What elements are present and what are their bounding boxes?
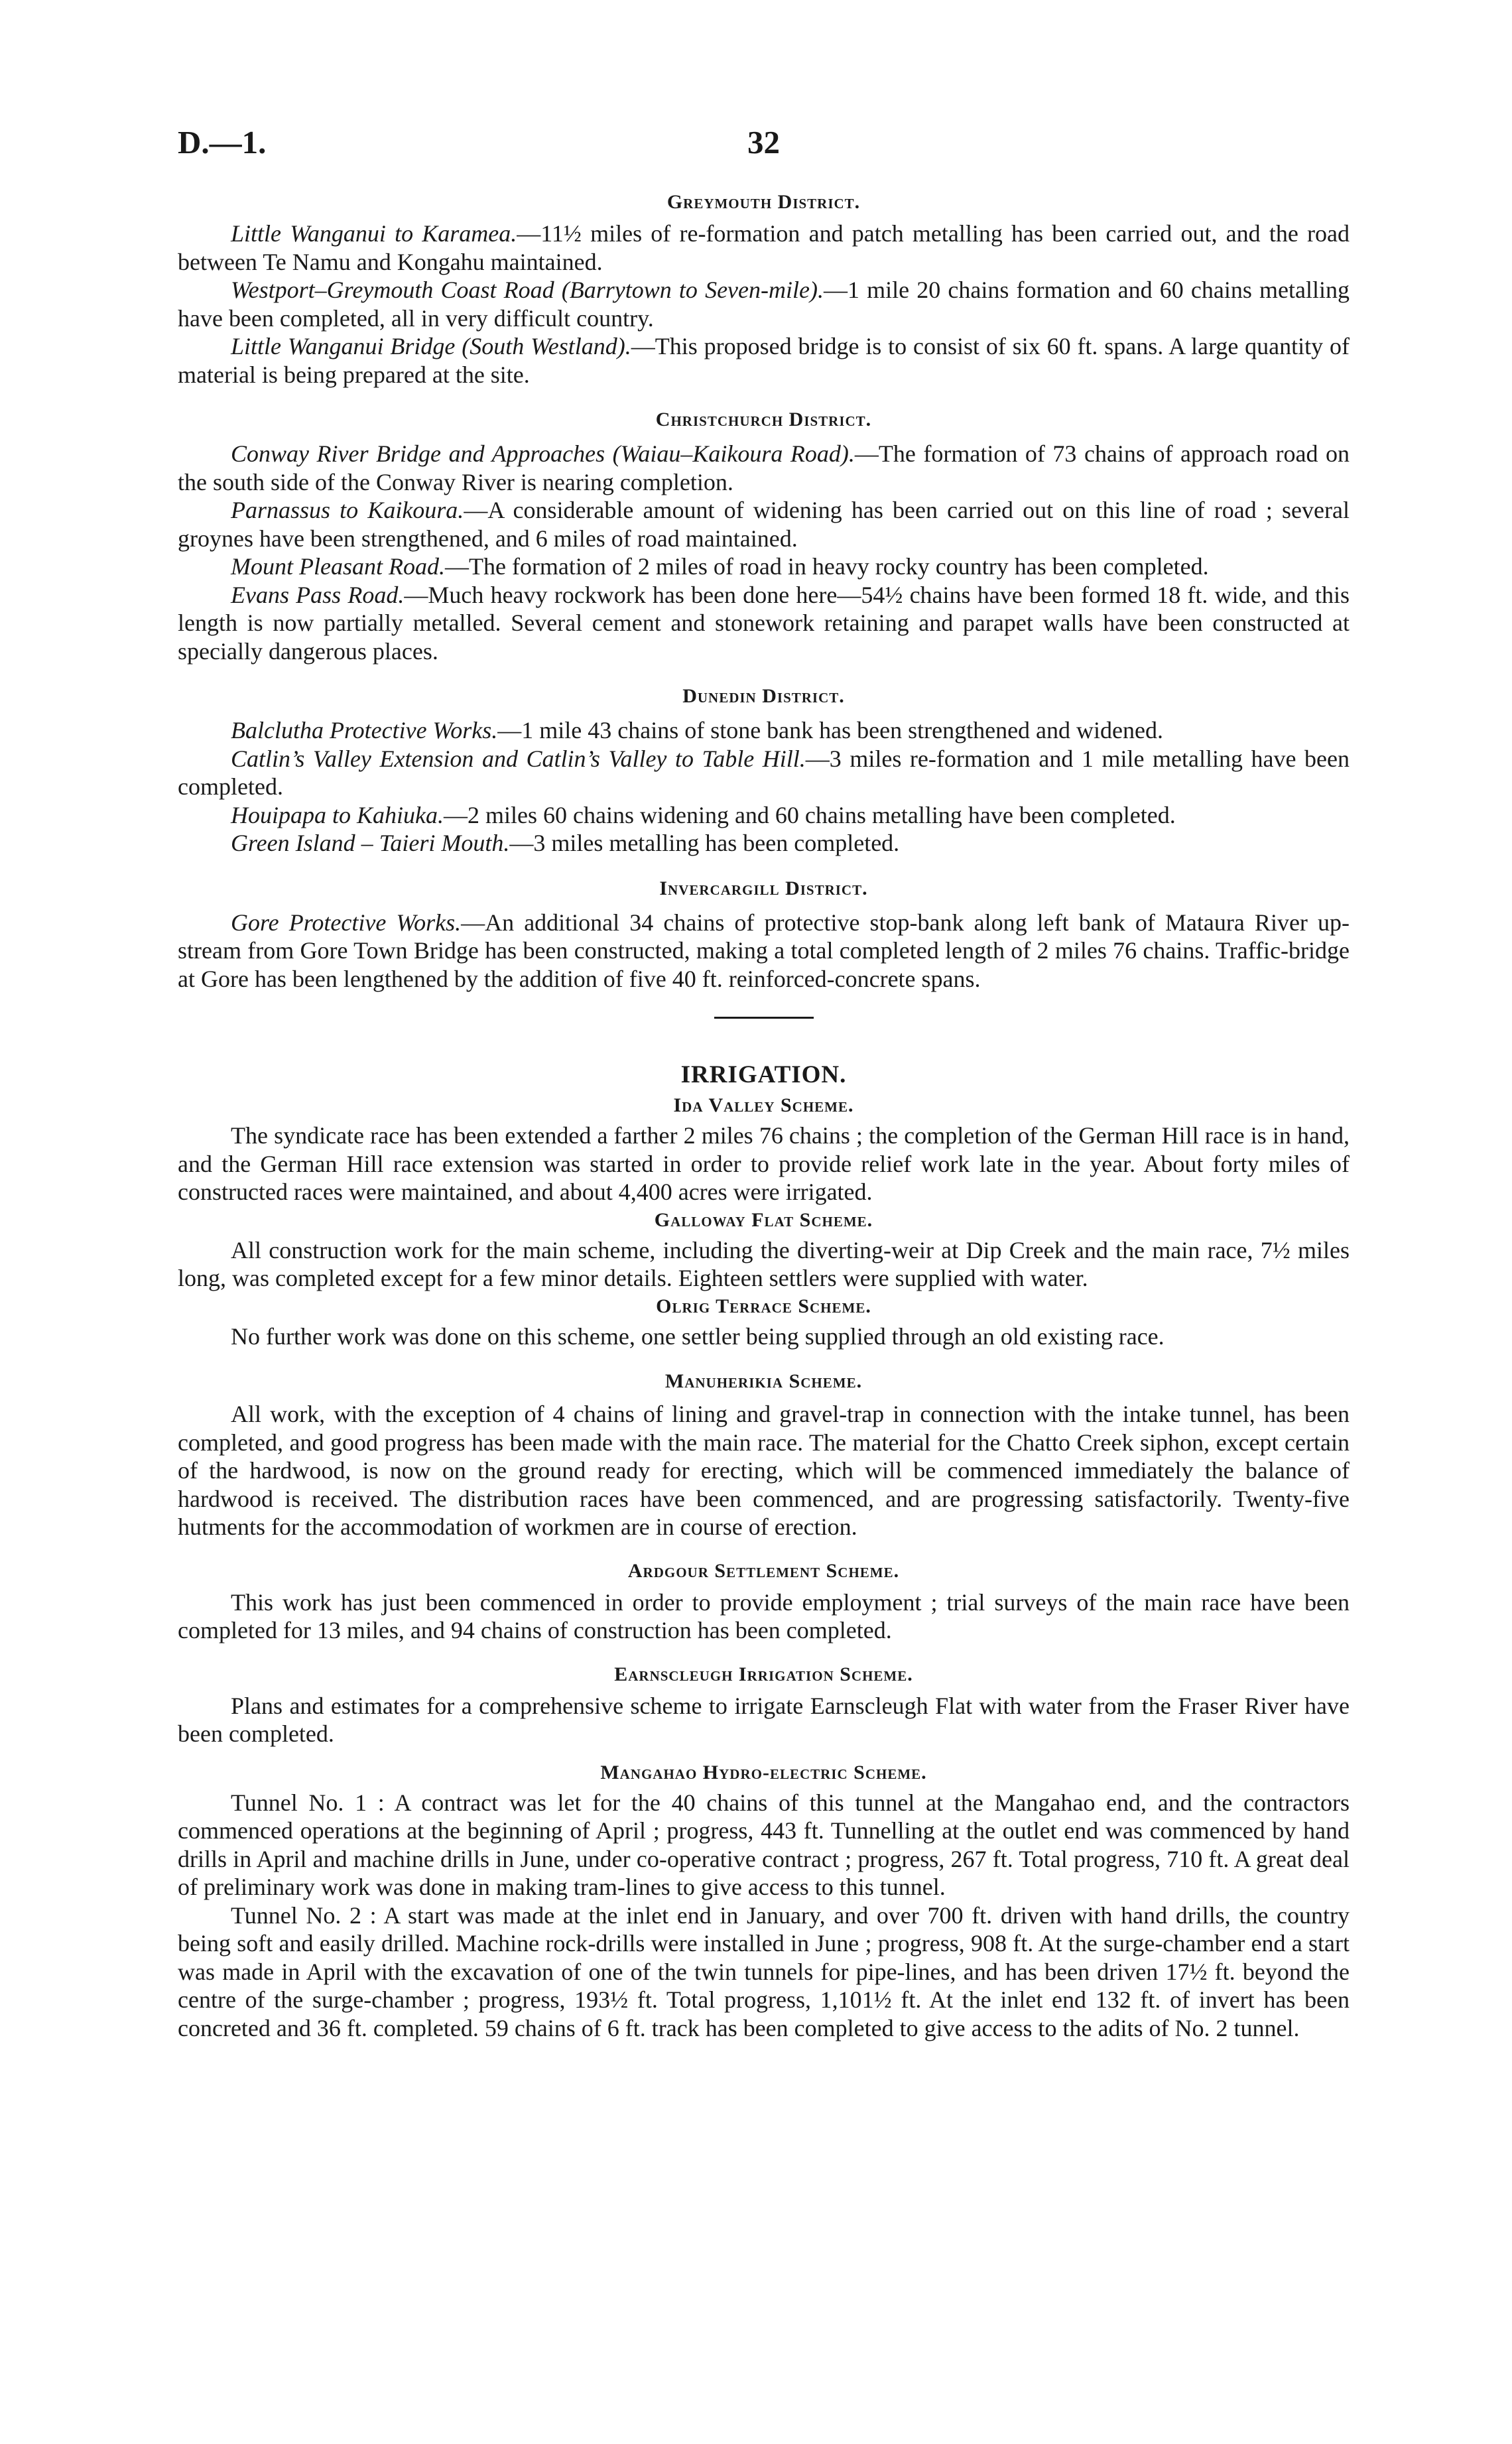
paragraph-title: Catlin’s Valley Extension and Catlin’s Valley to Table Hill. bbox=[231, 745, 806, 772]
paragraph-text: —A considerable amount of widening has been carried out on this line of road ; several groynes have been strengthened, and 6 miles of road maintained. bbox=[178, 497, 1350, 552]
paragraph-ida-valley-scheme: The syndicate race has been extended a farther 2 miles 76 chains ; the completion of the German Hill race is in hand, and the German Hill race extension was started in order to provide relief work late in the year. About forty miles of constructed races were maintained, and about 4,400 acres were irrigated. bbox=[178, 1122, 1350, 1205]
paragraph-westport-greymouth-road bbox=[178, 276, 1350, 332]
christchurch-district-heading: Christchurch District. bbox=[655, 409, 872, 430]
paragraph-title: Conway River Bridge and Approaches (Waiau–Kaikoura Road). bbox=[231, 440, 855, 467]
manuherikia-scheme-heading: Manuherikia Scheme. bbox=[664, 1370, 863, 1392]
paragraph-title: Green Island – Taieri Mouth. bbox=[231, 830, 510, 856]
paragraph-title: Houipapa to Kahiuka. bbox=[231, 801, 444, 828]
paragraph-text: —Much heavy rockwork has been done here—54½ chains have been formed 18 ft. wide, and this length is now partially metalled. Several cement and stonework retaining and parapet walls have been constructed at specially dangerous places. bbox=[178, 581, 1350, 665]
paragraph-little-wanganui-bridge bbox=[178, 332, 1350, 389]
page-header bbox=[178, 123, 1350, 183]
paragraph-little-wanganui-karamea bbox=[178, 220, 1350, 276]
paragraph-houipapa-kahiuka bbox=[178, 801, 1350, 830]
irrigation-heading: IRRIGATION. bbox=[680, 1061, 847, 1088]
ardgour-settlement-scheme-heading: Ardgour Settlement Scheme. bbox=[627, 1559, 900, 1582]
paragraph-gore-protective-works bbox=[178, 909, 1350, 994]
earnscleugh-irrigation-scheme-heading: Earnscleugh Irrigation Scheme. bbox=[614, 1663, 913, 1685]
paragraph-text: —1 mile 20 chains formation and 60 chains metalling have been completed, all in very difficult country. bbox=[178, 277, 1350, 332]
olrig-terrace-scheme-heading: Olrig Terrace Scheme. bbox=[656, 1295, 871, 1317]
paragraph-text: —The formation of 2 miles of road in heavy rocky country has been completed. bbox=[444, 553, 1209, 580]
paragraph-title: Little Wanganui Bridge (South Westland). bbox=[231, 333, 631, 359]
paragraph-mangahao-tunnel-1: Tunnel No. 1 : A contract was let for the 40 chains of this tunnel at the Mangahao end, and the contractors commenced operations at the beginning of April ; progress, 443 ft. Tunnelling at the outlet end was commenced by hand drills in April and machine drills in June, under co-operative contract ; progress, 267 ft. Total progress, 710 ft. A great deal of preliminary work was done in making tram-lines to give access to this tunnel. bbox=[178, 1789, 1350, 1900]
paragraph-green-island-taieri bbox=[178, 829, 1350, 858]
paragraph-title: Westport–Greymouth Coast Road (Barrytown to Seven-mile). bbox=[231, 277, 824, 303]
invercargill-district-heading: Invercargill District. bbox=[659, 877, 868, 899]
paragraph-title: Parnassus to Kaikoura. bbox=[231, 497, 464, 523]
mangahao-hydro-electric-scheme-heading: Mangahao Hydro-electric Scheme. bbox=[600, 1761, 927, 1783]
paragraph-text: —2 miles 60 chains widening and 60 chains metalling have been completed. bbox=[444, 801, 1176, 828]
paragraph-text: —3 miles metalling has been completed. bbox=[509, 830, 900, 856]
paragraph-evans-pass-road bbox=[178, 581, 1350, 666]
paragraph-title: Evans Pass Road. bbox=[231, 581, 405, 608]
paragraph-text: —1 mile 43 chains of stone bank has been strengthened and widened. bbox=[497, 717, 1163, 743]
paragraph-text: —The formation of 73 chains of approach road on the south side of the Conway River is nearing completion. bbox=[178, 440, 1350, 495]
paragraph-mount-pleasant-road bbox=[178, 552, 1350, 581]
galloway-flat-scheme-heading: Galloway Flat Scheme. bbox=[654, 1208, 873, 1231]
paragraph-manuherikia-scheme: All work, with the exception of 4 chains of lining and gravel-trap in connection with the intake tunnel, has been completed, and good progress has been made with the main race. The material for the Chatto Creek siphon, except certain of the hardwood, is now on the ground ready for erecting, which will be commenced immediately the balance of hardwood is received. The distribution races have been commenced, and are progressing satisfactorily. Twenty-five hutments for the accommodation of workmen are in course of erection. bbox=[178, 1401, 1350, 1540]
paragraph-text: —This proposed bridge is to consist of six 60 ft. spans. A large quantity of material is being prepared at the site. bbox=[178, 333, 1350, 388]
section-divider bbox=[714, 1017, 814, 1019]
paragraph-ardgour-settlement-scheme: This work has just been commenced in order to provide employment ; trial surveys of the main race have been completed for 13 miles, and 94 chains of construction has been completed. bbox=[178, 1588, 1350, 1643]
paragraph-title: Gore Protective Works. bbox=[231, 909, 462, 936]
dunedin-district-heading: Dunedin District. bbox=[682, 685, 845, 707]
paragraph-olrig-terrace-scheme: No further work was done on this scheme, one settler being supplied through an old existing race. bbox=[231, 1322, 1165, 1350]
paragraph-earnscleugh-irrigation-scheme: Plans and estimates for a comprehensive scheme to irrigate Earnscleugh Flat with water from the Fraser River have been completed. bbox=[178, 1692, 1350, 1747]
paragraph-text: —An additional 34 chains of protective stop-bank along left bank of Mataura River up-stream from Gore Town Bridge has been constructed, making a total completed length of 2 miles 76 chains. Traffic-bridge at Gore has been lengthened by the addition of five 40 ft. reinforced-concrete spans. bbox=[178, 909, 1350, 992]
greymouth-district-heading: Greymouth District. bbox=[666, 191, 861, 213]
paragraph-text: —3 miles re-formation and 1 mile metalling have been completed. bbox=[178, 745, 1350, 800]
paragraph-galloway-flat-scheme: All construction work for the main scheme, including the diverting-weir at Dip Creek and the main race, 7½ miles long, was completed except for a few minor details. Eighteen settlers were supplied with water. bbox=[178, 1236, 1350, 1291]
paragraph-mangahao-tunnel-2: Tunnel No. 2 : A start was made at the inlet end in January, and over 700 ft. driven with hand drills, the country being soft and easily drilled. Machine rock-drills were installed in June ; progress, 908 ft. At the surge-chamber end a start was made in April with the excavation of one of the twin tunnels for pipe-lines, and has been driven 17½ ft. beyond the centre of the surge-chamber ; progress, 193½ ft. Total progress, 1,101½ ft. At the inlet end 132 ft. of invert has been concreted and 36 ft. completed. 59 chains of 6 ft. track has been completed to give access to the adits of No. 2 tunnel. bbox=[178, 1901, 1350, 2041]
paragraph-text: —11½ miles of re-formation and patch metalling has been carried out, and the road between Te Namu and Kongahu maintained. bbox=[178, 220, 1350, 275]
paragraph-parnassus-kaikoura bbox=[178, 496, 1350, 552]
document-reference: D.—1. bbox=[178, 124, 267, 161]
paragraph-title: Little Wanganui to Karamea. bbox=[231, 220, 517, 247]
paragraph-title: Mount Pleasant Road. bbox=[231, 553, 445, 580]
paragraph-conway-river-bridge bbox=[178, 440, 1350, 496]
paragraph-title: Balclutha Protective Works. bbox=[231, 717, 498, 743]
page-number: 32 bbox=[747, 124, 780, 161]
document-page bbox=[178, 123, 1350, 2042]
ida-valley-scheme-heading: Ida Valley Scheme. bbox=[673, 1094, 854, 1116]
paragraph-balclutha-protective-works bbox=[178, 716, 1350, 745]
paragraph-catlins-valley bbox=[178, 745, 1350, 801]
